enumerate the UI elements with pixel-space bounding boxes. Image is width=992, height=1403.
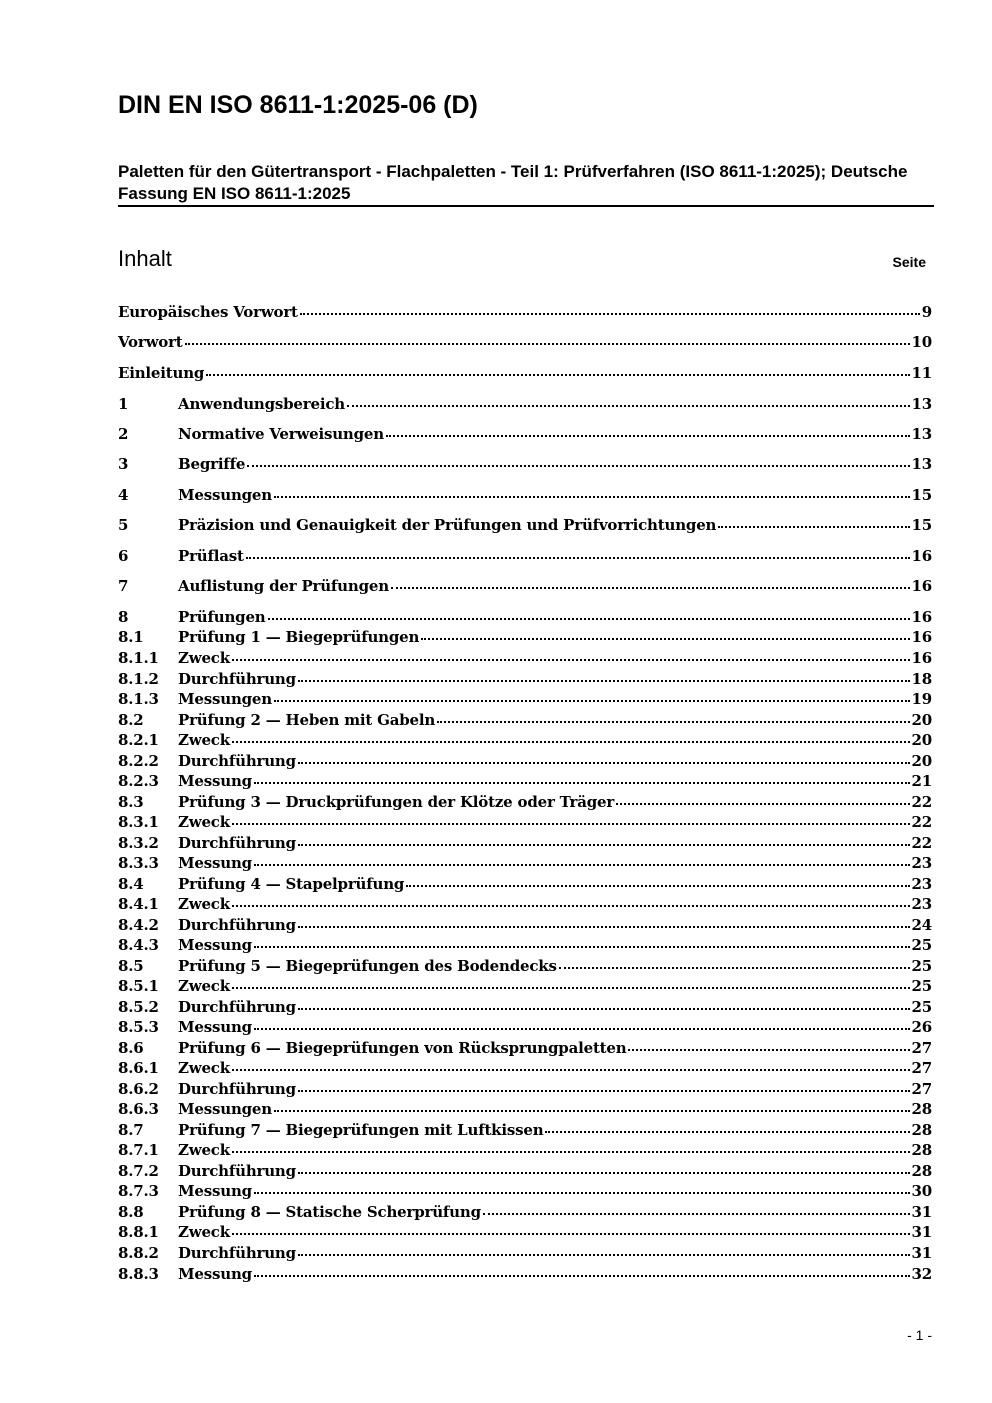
- toc-entry-page: 10: [911, 333, 932, 351]
- toc-entry-page: 11: [911, 364, 932, 382]
- toc-entry-title: Messung: [178, 1018, 252, 1036]
- dot-leader: [254, 1188, 910, 1194]
- toc-entry[interactable]: [118, 1037, 932, 1059]
- dot-leader: [232, 1065, 910, 1071]
- toc-entry[interactable]: [118, 1139, 932, 1161]
- toc-entry-title: Zweck: [178, 731, 230, 749]
- dot-leader: [347, 401, 910, 407]
- toc-entry-page: 22: [911, 793, 932, 811]
- toc-entry-number: 8.4.3: [118, 936, 159, 954]
- toc-entry[interactable]: [118, 770, 932, 792]
- toc-entry-page: 9: [921, 303, 932, 321]
- toc-entry-page: 27: [911, 1080, 932, 1098]
- toc-entry-number: 8.2.1: [118, 731, 159, 749]
- toc-entry[interactable]: [118, 791, 932, 813]
- toc-entry-number: 8.6: [118, 1039, 144, 1057]
- toc-entry-title: Zweck: [178, 1059, 230, 1077]
- toc-entry-number: 8.7.1: [118, 1141, 159, 1159]
- dot-leader: [232, 655, 910, 661]
- toc-entry-title: Anwendungsbereich: [178, 395, 345, 413]
- toc-entry-title: Zweck: [178, 977, 230, 995]
- document-subtitle: Paletten für den Gütertransport - Flachpaletten - Teil 1: Prüfverfahren (ISO 8611-1:2025); Deutsche Fassung EN ISO 8611-1:2025: [118, 162, 908, 203]
- toc-entry-number: 8.6.1: [118, 1059, 159, 1077]
- dot-leader: [300, 309, 920, 315]
- toc-entry-number: 8: [118, 608, 129, 626]
- toc-entry[interactable]: [118, 1160, 932, 1182]
- toc-entry-number: 1: [118, 395, 129, 413]
- toc-entry-title: Messungen: [178, 690, 272, 708]
- dot-leader: [232, 1229, 910, 1235]
- toc-entry-title: Durchführung: [178, 1244, 296, 1262]
- toc-entry-title: Prüfung 2 — Heben mit Gabeln: [178, 711, 436, 729]
- toc-entry-title: Zweck: [178, 1141, 230, 1159]
- dot-leader: [298, 1004, 910, 1010]
- toc-entry-number: 8.5.2: [118, 998, 159, 1016]
- toc-entry-page: 28: [911, 1100, 932, 1118]
- toc-entry-page: 25: [911, 977, 932, 995]
- toc-entry-page: 31: [911, 1203, 932, 1221]
- toc-entry-title: Messung: [178, 1182, 252, 1200]
- toc-entry-page: 23: [911, 895, 932, 913]
- toc-entry-number: 4: [118, 486, 129, 504]
- dot-leader: [298, 676, 910, 682]
- toc-entry-page: 27: [911, 1039, 932, 1057]
- toc-entry-number: 8.7: [118, 1121, 144, 1139]
- toc-entry-number: 8.6.3: [118, 1100, 159, 1118]
- toc-entry-number: 8.7.3: [118, 1182, 159, 1200]
- dot-leader: [616, 799, 909, 805]
- dot-leader: [298, 758, 910, 764]
- toc-entry-page: 23: [911, 875, 932, 893]
- dot-leader: [254, 1271, 910, 1277]
- toc-entry-number: 6: [118, 547, 129, 565]
- toc-entry[interactable]: [118, 873, 932, 895]
- toc-entry-title: Messung: [178, 854, 252, 872]
- toc-entry-page: 31: [911, 1223, 932, 1241]
- toc-entry[interactable]: [118, 934, 932, 956]
- toc-entry-page: 25: [911, 936, 932, 954]
- dot-leader: [206, 370, 909, 376]
- toc-entry[interactable]: [118, 750, 932, 772]
- dot-leader: [268, 614, 910, 620]
- toc-entry-number: 8.1.1: [118, 649, 159, 667]
- toc-entry-title: Prüfungen: [178, 608, 266, 626]
- dot-leader: [483, 1209, 910, 1215]
- toc-entry-page: 23: [911, 854, 932, 872]
- toc-entry-number: 8.3: [118, 793, 144, 811]
- toc-entry-number: 8.6.2: [118, 1080, 159, 1098]
- toc-entry[interactable]: [118, 626, 932, 648]
- toc-entry[interactable]: [118, 811, 932, 833]
- toc-entry-title: Durchführung: [178, 1162, 296, 1180]
- toc-entry-page: 26: [911, 1018, 932, 1036]
- toc-entry-page: 24: [911, 916, 932, 934]
- toc-entry-number: 8.1: [118, 628, 144, 646]
- toc-entry-title: Durchführung: [178, 998, 296, 1016]
- dot-leader: [298, 1250, 910, 1256]
- dot-leader: [406, 881, 909, 887]
- toc-entry[interactable]: [118, 1098, 932, 1120]
- toc-entry[interactable]: [118, 301, 932, 323]
- toc-entry-number: 8.8.1: [118, 1223, 159, 1241]
- toc-entry-number: 2: [118, 425, 129, 443]
- toc-entry-title: Messung: [178, 772, 252, 790]
- toc-entry-number: 8.5.1: [118, 977, 159, 995]
- toc-entry-title: Durchführung: [178, 916, 296, 934]
- dot-leader: [298, 1168, 910, 1174]
- toc-entry[interactable]: [118, 331, 932, 353]
- toc-entry-page: 15: [911, 516, 932, 534]
- toc-entry[interactable]: [118, 688, 932, 710]
- toc-entry-page: 18: [911, 670, 932, 688]
- toc-entry-page: 16: [911, 608, 932, 626]
- toc-entry-number: 8.3.2: [118, 834, 159, 852]
- toc-entry-page: 21: [911, 772, 932, 790]
- toc-entry[interactable]: [118, 453, 932, 475]
- toc-entry-page: 19: [911, 690, 932, 708]
- toc-entry-page: 22: [911, 834, 932, 852]
- toc-entry-number: 8.2: [118, 711, 144, 729]
- dot-leader: [232, 819, 910, 825]
- dot-leader: [421, 634, 909, 640]
- toc-entry-title: Begriffe: [178, 455, 246, 473]
- toc-entry[interactable]: [118, 606, 932, 628]
- toc-entry[interactable]: [118, 1078, 932, 1100]
- toc-entry[interactable]: [118, 423, 932, 445]
- toc-entry-title: Zweck: [178, 1223, 230, 1241]
- toc-entry-page: 13: [911, 425, 932, 443]
- toc-entry-page: 22: [911, 813, 932, 831]
- toc-entry-title: Durchführung: [178, 752, 296, 770]
- toc-entry-page: 13: [911, 395, 932, 413]
- dot-leader: [274, 696, 910, 702]
- toc-entry-title: Prüfung 1 — Biegeprüfungen: [178, 628, 420, 646]
- toc-entry-number: 5: [118, 516, 129, 534]
- toc-entry-title: Prüfung 4 — Stapelprüfung: [178, 875, 405, 893]
- toc-entry-page: 28: [911, 1121, 932, 1139]
- toc-entry-title: Durchführung: [178, 670, 296, 688]
- toc-entry[interactable]: [118, 393, 932, 415]
- toc-entry-number: 8.4.1: [118, 895, 159, 913]
- toc-entry-title: Prüfung 3 — Druckprüfungen der Klötze oder Träger: [178, 793, 615, 811]
- toc-entry[interactable]: [118, 996, 932, 1018]
- toc-entry-title: Auflistung der Prüfungen: [178, 577, 389, 595]
- toc-entry-title: Prüflast: [178, 547, 244, 565]
- dot-leader: [437, 717, 909, 723]
- dot-leader: [391, 583, 910, 589]
- toc-entry-page: 16: [911, 577, 932, 595]
- toc-entry[interactable]: [118, 1263, 932, 1285]
- toc-entry-page: 25: [911, 998, 932, 1016]
- toc-entry[interactable]: [118, 647, 932, 669]
- toc-entry-page: 30: [911, 1182, 932, 1200]
- toc-entry[interactable]: [118, 832, 932, 854]
- dot-leader: [185, 339, 910, 345]
- dot-leader: [545, 1127, 909, 1133]
- toc-entry-title: Prüfung 8 — Statische Scherprüfung: [178, 1203, 481, 1221]
- document-id: DIN EN ISO 8611-1:2025-06 (D): [118, 91, 478, 119]
- toc-entry[interactable]: [118, 709, 932, 731]
- dot-leader: [254, 1024, 910, 1030]
- dot-leader: [628, 1045, 909, 1051]
- dot-leader: [298, 840, 910, 846]
- toc-entry-number: 8.8.2: [118, 1244, 159, 1262]
- toc-entry-number: 3: [118, 455, 129, 473]
- toc-entry[interactable]: [118, 975, 932, 997]
- toc-entry[interactable]: [118, 362, 932, 384]
- toc-entry[interactable]: [118, 545, 932, 567]
- toc-entry-page: 20: [911, 752, 932, 770]
- toc-entry[interactable]: [118, 1119, 932, 1141]
- toc-entry-page: 15: [911, 486, 932, 504]
- toc-entry-page: 28: [911, 1141, 932, 1159]
- dot-leader: [254, 942, 910, 948]
- toc-heading: Inhalt: [118, 246, 172, 271]
- toc-entry-page: 16: [911, 649, 932, 667]
- table-of-contents: [118, 0, 932, 1403]
- toc-entry-page: 13: [911, 455, 932, 473]
- toc-entry-title: Präzision und Genauigkeit der Prüfungen und Prüfvorrichtungen: [178, 516, 717, 534]
- dot-leader: [298, 1086, 910, 1092]
- toc-entry[interactable]: [118, 955, 932, 977]
- dot-leader: [254, 778, 910, 784]
- toc-entry-title: Europäisches Vorwort: [118, 303, 298, 321]
- dot-leader: [254, 860, 910, 866]
- toc-entry[interactable]: [118, 514, 932, 536]
- toc-entry[interactable]: [118, 1180, 932, 1202]
- toc-entry-title: Messung: [178, 1265, 252, 1283]
- toc-entry-title: Messungen: [178, 1100, 272, 1118]
- toc-entry-page: 20: [911, 711, 932, 729]
- toc-entry-page: 25: [911, 957, 932, 975]
- dot-leader: [559, 963, 910, 969]
- toc-entry-title: Durchführung: [178, 834, 296, 852]
- dot-leader: [232, 901, 910, 907]
- dot-leader: [232, 737, 910, 743]
- toc-entry-number: 8.5.3: [118, 1018, 159, 1036]
- toc-entry[interactable]: [118, 852, 932, 874]
- toc-entry-title: Prüfung 6 — Biegeprüfungen von Rücksprungpaletten: [178, 1039, 627, 1057]
- toc-entry-number: 8.1.3: [118, 690, 159, 708]
- dot-leader: [232, 1147, 910, 1153]
- toc-entry-number: 8.4.2: [118, 916, 159, 934]
- toc-entry-number: 8.8: [118, 1203, 144, 1221]
- toc-entry[interactable]: [118, 729, 932, 751]
- dot-leader: [718, 522, 909, 528]
- toc-entry-title: Durchführung: [178, 1080, 296, 1098]
- toc-entry-page: 27: [911, 1059, 932, 1077]
- toc-entry-number: 7: [118, 577, 129, 595]
- toc-entry[interactable]: [118, 1201, 932, 1223]
- toc-entry-number: 8.3.3: [118, 854, 159, 872]
- toc-entry-page: 16: [911, 628, 932, 646]
- toc-entry-number: 8.5: [118, 957, 144, 975]
- toc-entry-title: Zweck: [178, 895, 230, 913]
- dot-leader: [274, 492, 910, 498]
- toc-entry-number: 8.4: [118, 875, 144, 893]
- toc-entry-number: 8.2.3: [118, 772, 159, 790]
- toc-entry-number: 8.2.2: [118, 752, 159, 770]
- toc-entry-number: 8.8.3: [118, 1265, 159, 1283]
- page-column-label: Seite: [892, 254, 926, 270]
- toc-entry-page: 16: [911, 547, 932, 565]
- toc-entry[interactable]: [118, 1242, 932, 1264]
- toc-entry-page: 28: [911, 1162, 932, 1180]
- toc-entry[interactable]: [118, 1057, 932, 1079]
- dot-leader: [247, 461, 909, 467]
- toc-entry-title: Messung: [178, 936, 252, 954]
- dot-leader: [274, 1106, 910, 1112]
- toc-entry-page: 32: [911, 1265, 932, 1283]
- toc-entry-title: Prüfung 7 — Biegeprüfungen mit Luftkissen: [178, 1121, 544, 1139]
- toc-entry-page: 20: [911, 731, 932, 749]
- dot-leader: [386, 431, 910, 437]
- toc-entry-title: Normative Verweisungen: [178, 425, 384, 443]
- toc-entry[interactable]: [118, 914, 932, 936]
- toc-entry-number: 8.7.2: [118, 1162, 159, 1180]
- toc-entry-number: 8.1.2: [118, 670, 159, 688]
- toc-entry-title: Messungen: [178, 486, 272, 504]
- toc-entry[interactable]: [118, 575, 932, 597]
- dot-leader: [298, 922, 910, 928]
- toc-entry-title: Vorwort: [118, 333, 183, 351]
- dot-leader: [246, 553, 910, 559]
- toc-entry-title: Prüfung 5 — Biegeprüfungen des Bodendecks: [178, 957, 557, 975]
- toc-entry-number: 8.3.1: [118, 813, 159, 831]
- toc-entry[interactable]: [118, 893, 932, 915]
- dot-leader: [232, 983, 910, 989]
- toc-entry-title: Zweck: [178, 813, 230, 831]
- toc-entry[interactable]: [118, 1221, 932, 1243]
- toc-entry[interactable]: [118, 484, 932, 506]
- toc-entry-page: 31: [911, 1244, 932, 1262]
- page-number: - 1 -: [907, 1327, 932, 1343]
- toc-entry-title: Zweck: [178, 649, 230, 667]
- toc-entry[interactable]: [118, 668, 932, 690]
- toc-entry[interactable]: [118, 1016, 932, 1038]
- toc-entry-title: Einleitung: [118, 364, 205, 382]
